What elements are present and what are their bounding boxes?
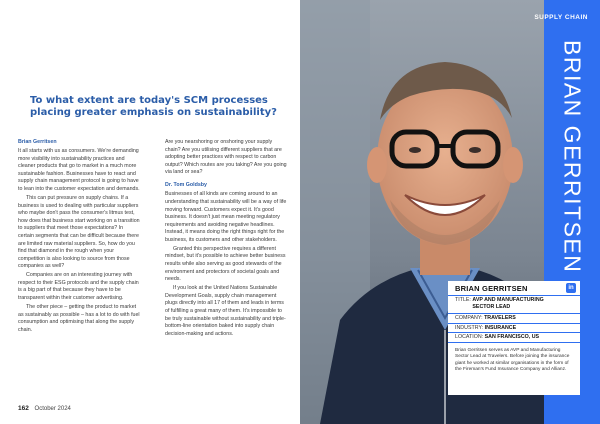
profile-row-location	[448, 333, 580, 343]
company-value: TRAVELERS	[484, 315, 516, 321]
paragraph: Companies are on an interesting journey with respect to their ESG protocols and the supply chain is a big part of that because they have to be transparent within their customer advertising.	[18, 272, 139, 302]
title-value: AVP AND MANUFACTURING SECTOR LEAD	[472, 297, 544, 310]
paragraph: If you look at the United Nations Sustainable Development Goals, supply chain management plugs directly into all 17 of them and leads in terms of fulfilling a great many of them. It's impossible to be truly sustainable without sustainability and triple-bottom-line orientation baked into supply chain decision-making and actions.	[165, 285, 286, 337]
profile-row-company	[448, 314, 580, 324]
paragraph: Granted this perspective requires a different mindset, but it's possible to achieve better business results while also serving as good stewards of the environment and protectors of societal goals and needs.	[165, 245, 286, 283]
vertical-name-text: BRIAN GERRITSEN	[559, 40, 586, 274]
profile-name: BRIAN GERRITSEN	[455, 284, 528, 293]
title-label: TITLE:	[455, 297, 471, 303]
location-value: SAN FRANCISCO, US	[484, 334, 540, 341]
location-label: LOCATION:	[455, 334, 484, 341]
paragraph: This can put pressure on supply chains. If a business is used to dealing with particular suppliers who maybe don't pass the consumer's litmus test, how does that business start working on a transition to suppliers that meet those expectations? In certain segments that can be difficult because there are limited raw material suppliers. So, how do you find that diamond in the rough when your competition is also looking to source from those companies as well?	[18, 194, 140, 270]
section-label: SUPPLY CHAIN	[534, 14, 588, 21]
paragraph: Businesses of all kinds are coming around to an understanding that sustainability will be a way of life moving forward. Customers expect it. It's good business. It doesn't just mean meeting regulatory requirements and avoiding negative headlines. Instead, it means doing the right things right for the business, its customers and other stakeholders.	[165, 191, 287, 243]
profile-row-industry	[448, 324, 580, 334]
speaker-name: Brian Gerritsen	[18, 139, 57, 145]
profile-bio: Brian Gerritsen serves as AVP and Manufacturing Sector Lead at Travelers. Before joining the insurance giant he worked at similar organisations in the form of the Fireman's Fund Insurance Company and Allianz.	[455, 347, 570, 372]
profile-row-title	[448, 296, 580, 314]
paragraph: Are you nearshoring or onshoring your supply chain? Are you utilising different suppliers that are adopting better practices with respect to carbon output? Which routes are you taking? Are you going via land or sea?	[165, 139, 287, 176]
speaker-name: Dr. Tom Goldsby	[165, 182, 207, 189]
article-column-1	[18, 139, 140, 336]
page-number: 162	[18, 405, 29, 412]
company-label: COMPANY:	[455, 315, 483, 321]
linkedin-icon[interactable]: in	[566, 283, 576, 293]
profile-card	[448, 281, 580, 395]
paragraph: It all starts with us as consumers. We're demanding more visibility into sustainability practices and cleaner products that go to market in a much more sustainable fashion. Businesses have to react and supply chain management protocol is going to have to lean into the customer expectation and demands.	[18, 147, 140, 192]
paragraph: The other piece – getting the product to market as sustainably as possible – has a lot to do with fuel consumption and optimising that along the supply chain.	[18, 304, 140, 333]
page-footer	[18, 405, 71, 412]
profile-card-header	[448, 281, 580, 296]
article-headline: To what extent are today's SCM processes placing greater emphasis on sustainability?	[30, 95, 277, 118]
industry-label: INDUSTRY:	[455, 324, 484, 331]
article-column-2	[165, 139, 287, 340]
industry-value: INSURANCE	[484, 324, 517, 331]
issue-date: October 2024	[34, 406, 71, 412]
right-page	[300, 0, 600, 424]
vertical-name-banner	[548, 40, 596, 290]
